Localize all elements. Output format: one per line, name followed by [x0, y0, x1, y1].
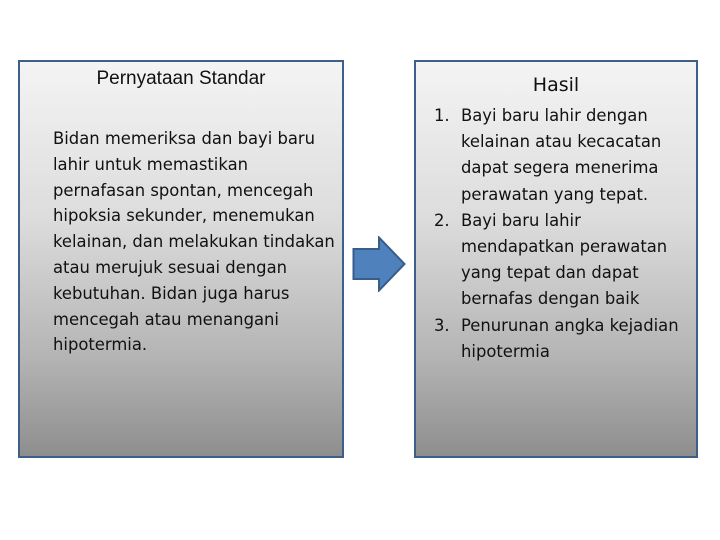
result-item [434, 208, 696, 313]
standard-statement-title: Pernyataan Standar [96, 68, 266, 89]
result-item-number: 2. [434, 210, 450, 230]
result-item-number: 3. [434, 315, 450, 335]
result-item [434, 313, 696, 365]
result-title: Hasil [532, 74, 580, 96]
result-list [434, 103, 696, 365]
result-item-text: Bayi baru lahir mendapatkan perawatan yang tepat dan dapat bernafas dengan baik [461, 210, 668, 309]
standard-statement-box [18, 60, 344, 458]
result-item-number: 1. [434, 106, 450, 125]
arrow-shape [354, 238, 405, 291]
result-item-text: Penurunan angka kejadian hipotermia [461, 315, 679, 361]
arrow-right-icon [352, 236, 406, 292]
result-box [414, 60, 698, 458]
result-item [434, 103, 696, 208]
standard-statement-text: Bidan memeriksa dan bayi baru lahir untuk memastikan pernafasan spontan, mencegah hipoksia sekunder, menemukan kelainan, dan melakukan tindakan atau merujuk sesuai dengan kebutuhan. Bidan juga harus mencegah atau menangani hipotermia. [53, 129, 335, 355]
result-item-text: Bayi baru lahir dengan kelainan atau kecacatan dapat segera menerima perawatan yang tepat. [461, 106, 662, 204]
